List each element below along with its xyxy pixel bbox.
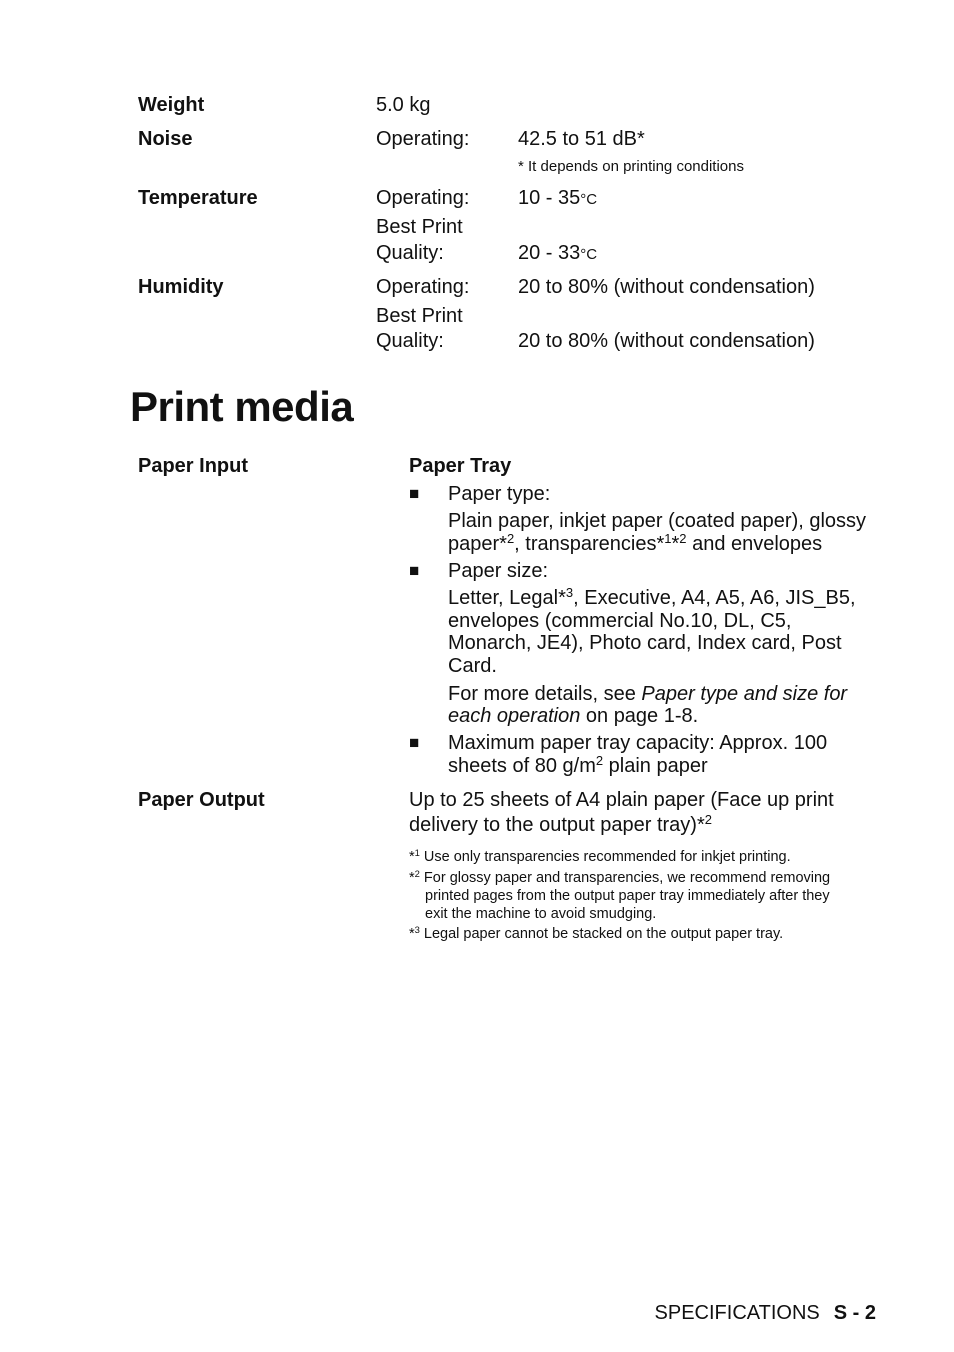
more-details-line-2: each operation on page 1-8. (448, 705, 699, 727)
temperature-label: Temperature (138, 187, 258, 209)
bullet-square-icon: ■ (409, 561, 420, 580)
humidity-operating-key: Operating: (376, 276, 470, 298)
footnote-2: *$^2$ For glossy paper and transparencies, we recommend removing (409, 867, 831, 886)
paper-type-title: Paper type: (448, 483, 551, 505)
paper-size-line-1: Letter, Legal*$^3$, Executive, A4, A5, A6, JIS_B5, (448, 584, 856, 609)
section-title: Print media (130, 383, 354, 430)
humidity-best-key-1: Best Print (376, 305, 463, 327)
paper-type-line-1: Plain paper, inkjet paper (coated paper), glossy (448, 510, 867, 532)
temperature-best-key-1: Best Print (376, 216, 463, 238)
paper-type-line-2: paper*$^2$, transparencies*$^1$*$^2$ and envelopes (448, 530, 823, 555)
humidity-operating-value: 20 to 80% (without condensation) (518, 276, 815, 298)
humidity-best-value: 20 to 80% (without condensation) (518, 330, 815, 352)
footnote-3: *$^3$ Legal paper cannot be stacked on the output paper tray. (409, 923, 784, 942)
noise-note: * It depends on printing conditions (518, 158, 744, 175)
bullet-square-icon: ■ (409, 733, 420, 752)
more-details-line-1: For more details, see Paper type and size for (448, 683, 848, 705)
temperature-operating-value: 10 - 35°C (518, 187, 598, 209)
tray-capacity-line-2: sheets of 80 $g/m^2$ plain paper (448, 752, 708, 777)
paper-output-line-1: Up to 25 sheets of A4 plain paper (Face up print (409, 789, 834, 811)
tray-capacity-line-1: Maximum paper tray capacity: Approx. 100 (448, 732, 828, 754)
humidity-best-key-2: Quality: (376, 330, 444, 352)
weight-label: Weight (138, 94, 205, 116)
paper-size-line-4: Card. (448, 655, 497, 677)
footnote-2-line-2: printed pages from the output paper tray immediately after they (425, 888, 830, 904)
temperature-operating-key: Operating: (376, 187, 470, 209)
footnote-2-line-3: exit the machine to avoid smudging. (425, 906, 657, 922)
page-number: S - 2 (833, 1302, 876, 1324)
temperature-unit: °C (580, 191, 598, 208)
noise-key: Operating: (376, 128, 470, 150)
paper-output-line-2: delivery to the output paper tray)*$^2$ (409, 811, 712, 836)
paper-output-label: Paper Output (138, 789, 265, 811)
temperature-best-value: 20 - 33°C (518, 242, 598, 264)
paper-size-title: Paper size: (448, 560, 549, 582)
humidity-label: Humidity (138, 276, 224, 298)
paper-size-line-3: Monarch, JE4), Photo card, Index card, Post (448, 632, 842, 654)
page-footer (655, 1301, 876, 1325)
temperature-best-unit: °C (580, 246, 598, 263)
weight-value: 5.0 kg (376, 94, 431, 116)
paper-size-line-2: envelopes (commercial No.10, DL, C5, (448, 610, 792, 632)
footer-section: SPECIFICATIONS (654, 1302, 820, 1324)
temperature-best-key-2: Quality: (376, 242, 444, 264)
cross-reference: Paper type and size for (641, 683, 848, 705)
noise-value: 42.5 to 51 dB* (518, 128, 645, 150)
bullet-square-icon: ■ (409, 484, 420, 503)
footnote-1: *$^1$ Use only transparencies recommended for inkjet printing. (409, 846, 791, 865)
paper-input-label: Paper Input (138, 455, 249, 477)
paper-tray-heading: Paper Tray (409, 455, 512, 477)
noise-label: Noise (138, 128, 193, 150)
